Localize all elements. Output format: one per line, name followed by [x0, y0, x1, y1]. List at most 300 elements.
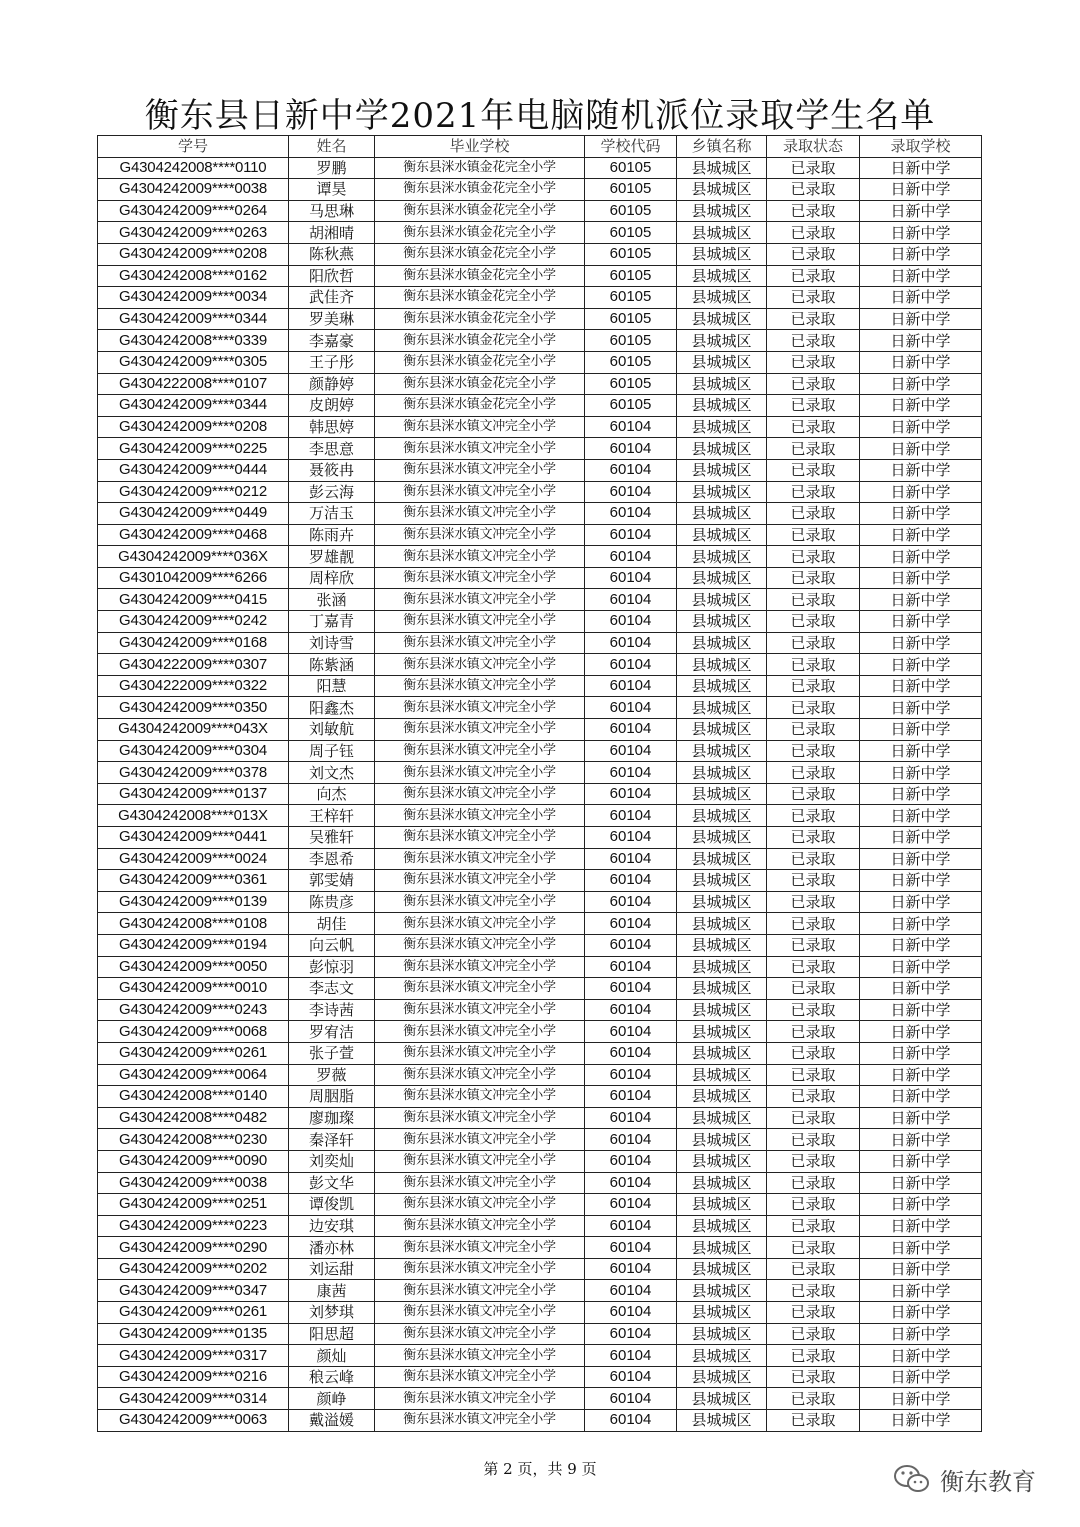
- student-id-cell: G4304242009****0317: [98, 1345, 289, 1367]
- graduating-school-cell: 衡东县洣水镇文冲完全小学: [375, 524, 585, 546]
- student-name-cell: 罗鹏: [289, 157, 375, 179]
- township-cell: 县城城区: [677, 934, 767, 956]
- school-code-cell: 60104: [585, 1215, 677, 1237]
- column-header-name: 姓名: [289, 136, 375, 158]
- student-name-cell: 王子彤: [289, 351, 375, 373]
- student-name-cell: 李嘉豪: [289, 330, 375, 352]
- graduating-school-cell: 衡东县洣水镇金花完全小学: [375, 308, 585, 330]
- township-cell: 县城城区: [677, 1345, 767, 1367]
- admitting-school-cell: 日新中学: [860, 243, 982, 265]
- student-name-cell: 马思琳: [289, 200, 375, 222]
- graduating-school-cell: 衡东县洣水镇文冲完全小学: [375, 1410, 585, 1432]
- table-row: [98, 632, 982, 654]
- admission-status-cell: 已录取: [767, 697, 860, 719]
- student-name-cell: 丁嘉青: [289, 611, 375, 633]
- student-name-cell: 陈雨卉: [289, 524, 375, 546]
- township-cell: 县城城区: [677, 1086, 767, 1108]
- school-code-cell: 60104: [585, 524, 677, 546]
- graduating-school-cell: 衡东县洣水镇文冲完全小学: [375, 934, 585, 956]
- table-row: [98, 157, 982, 179]
- graduating-school-cell: 衡东县洣水镇文冲完全小学: [375, 913, 585, 935]
- school-code-cell: 60104: [585, 1107, 677, 1129]
- admission-status-cell: 已录取: [767, 308, 860, 330]
- admission-status-cell: 已录取: [767, 1258, 860, 1280]
- graduating-school-cell: 衡东县洣水镇文冲完全小学: [375, 632, 585, 654]
- township-cell: 县城城区: [677, 351, 767, 373]
- admitting-school-cell: 日新中学: [860, 438, 982, 460]
- admission-status-cell: 已录取: [767, 891, 860, 913]
- graduating-school-cell: 衡东县洣水镇文冲完全小学: [375, 1258, 585, 1280]
- admission-status-cell: 已录取: [767, 1345, 860, 1367]
- student-id-cell: G4304242009****0223: [98, 1215, 289, 1237]
- school-code-cell: 60104: [585, 1302, 677, 1324]
- student-id-cell: G4304242009****0415: [98, 589, 289, 611]
- student-id-cell: G4304242009****0378: [98, 762, 289, 784]
- table-row: [98, 1280, 982, 1302]
- school-code-cell: 60104: [585, 654, 677, 676]
- school-code-cell: 60104: [585, 1064, 677, 1086]
- school-code-cell: 60105: [585, 287, 677, 309]
- admission-status-cell: 已录取: [767, 1366, 860, 1388]
- admitting-school-cell: 日新中学: [860, 1042, 982, 1064]
- graduating-school-cell: 衡东县洣水镇金花完全小学: [375, 222, 585, 244]
- school-code-cell: 60104: [585, 1042, 677, 1064]
- township-cell: 县城城区: [677, 589, 767, 611]
- admitting-school-cell: 日新中学: [860, 740, 982, 762]
- table-row: [98, 805, 982, 827]
- graduating-school-cell: 衡东县洣水镇文冲完全小学: [375, 1215, 585, 1237]
- admitting-school-cell: 日新中学: [860, 654, 982, 676]
- admission-status-cell: 已录取: [767, 265, 860, 287]
- township-cell: 县城城区: [677, 999, 767, 1021]
- table-row: [98, 848, 982, 870]
- school-code-cell: 60104: [585, 870, 677, 892]
- student-name-cell: 聂筱冉: [289, 459, 375, 481]
- admitting-school-cell: 日新中学: [860, 1064, 982, 1086]
- student-id-cell: G4304242009****0208: [98, 243, 289, 265]
- township-cell: 县城城区: [677, 1064, 767, 1086]
- admission-status-cell: 已录取: [767, 805, 860, 827]
- admission-status-cell: 已录取: [767, 740, 860, 762]
- table-row: [98, 1258, 982, 1280]
- township-cell: 县城城区: [677, 1215, 767, 1237]
- school-code-cell: 60104: [585, 1410, 677, 1432]
- student-name-cell: 罗美琳: [289, 308, 375, 330]
- school-code-cell: 60104: [585, 611, 677, 633]
- student-id-cell: G4301042009****6266: [98, 567, 289, 589]
- admitting-school-cell: 日新中学: [860, 395, 982, 417]
- admission-status-cell: 已录取: [767, 1064, 860, 1086]
- student-name-cell: 罗薇: [289, 1064, 375, 1086]
- table-row: [98, 1064, 982, 1086]
- student-name-cell: 李恩希: [289, 848, 375, 870]
- admitting-school-cell: 日新中学: [860, 265, 982, 287]
- graduating-school-cell: 衡东县洣水镇文冲完全小学: [375, 1086, 585, 1108]
- graduating-school-cell: 衡东县洣水镇文冲完全小学: [375, 783, 585, 805]
- student-id-cell: G4304222008****0107: [98, 373, 289, 395]
- township-cell: 县城城区: [677, 978, 767, 1000]
- school-code-cell: 60104: [585, 1280, 677, 1302]
- graduating-school-cell: 衡东县洣水镇金花完全小学: [375, 330, 585, 352]
- column-header-admitting-school: 录取学校: [860, 136, 982, 158]
- student-id-cell: G4304242009****0305: [98, 351, 289, 373]
- student-name-cell: 李志文: [289, 978, 375, 1000]
- admitting-school-cell: 日新中学: [860, 546, 982, 568]
- admission-table: [97, 135, 982, 1432]
- admitting-school-cell: 日新中学: [860, 351, 982, 373]
- admission-status-cell: 已录取: [767, 1021, 860, 1043]
- student-name-cell: 刘敏航: [289, 719, 375, 741]
- admitting-school-cell: 日新中学: [860, 1237, 982, 1259]
- admitting-school-cell: 日新中学: [860, 848, 982, 870]
- graduating-school-cell: 衡东县洣水镇文冲完全小学: [375, 1366, 585, 1388]
- graduating-school-cell: 衡东县洣水镇文冲完全小学: [375, 1323, 585, 1345]
- student-id-cell: G4304242009****0168: [98, 632, 289, 654]
- graduating-school-cell: 衡东县洣水镇文冲完全小学: [375, 503, 585, 525]
- admission-status-cell: 已录取: [767, 1042, 860, 1064]
- township-cell: 县城城区: [677, 697, 767, 719]
- student-name-cell: 刘运甜: [289, 1258, 375, 1280]
- graduating-school-cell: 衡东县洣水镇文冲完全小学: [375, 956, 585, 978]
- student-id-cell: G4304222009****0322: [98, 675, 289, 697]
- student-id-cell: G4304242009****0251: [98, 1194, 289, 1216]
- student-name-cell: 张涵: [289, 589, 375, 611]
- table-row: [98, 1150, 982, 1172]
- student-id-cell: G4304242009****0135: [98, 1323, 289, 1345]
- school-code-cell: 60104: [585, 762, 677, 784]
- admission-status-cell: 已录取: [767, 546, 860, 568]
- page-counter: 第 2 页，共 9 页: [483, 1460, 597, 1478]
- township-cell: 县城城区: [677, 956, 767, 978]
- student-id-cell: G4304242008****0110: [98, 157, 289, 179]
- school-code-cell: 60104: [585, 1129, 677, 1151]
- school-code-cell: 60104: [585, 1323, 677, 1345]
- admission-status-cell: 已录取: [767, 589, 860, 611]
- admission-status-cell: 已录取: [767, 243, 860, 265]
- admission-status-cell: 已录取: [767, 999, 860, 1021]
- admitting-school-cell: 日新中学: [860, 1388, 982, 1410]
- student-id-cell: G4304242009****0194: [98, 934, 289, 956]
- admission-status-cell: 已录取: [767, 503, 860, 525]
- student-id-cell: G4304242008****0230: [98, 1129, 289, 1151]
- table-row: [98, 179, 982, 201]
- table-row: [98, 783, 982, 805]
- township-cell: 县城城区: [677, 524, 767, 546]
- school-code-cell: 60104: [585, 891, 677, 913]
- table-row: [98, 1215, 982, 1237]
- table-row: [98, 524, 982, 546]
- graduating-school-cell: 衡东县洣水镇文冲完全小学: [375, 1064, 585, 1086]
- table-row: [98, 1042, 982, 1064]
- township-cell: 县城城区: [677, 157, 767, 179]
- school-code-cell: 60104: [585, 827, 677, 849]
- school-code-cell: 60104: [585, 438, 677, 460]
- student-name-cell: 阳慧: [289, 675, 375, 697]
- township-cell: 县城城区: [677, 611, 767, 633]
- admitting-school-cell: 日新中学: [860, 416, 982, 438]
- school-code-cell: 60104: [585, 934, 677, 956]
- admitting-school-cell: 日新中学: [860, 524, 982, 546]
- student-name-cell: 周梓欣: [289, 567, 375, 589]
- school-code-cell: 60104: [585, 459, 677, 481]
- table-row: [98, 351, 982, 373]
- school-code-cell: 60104: [585, 956, 677, 978]
- graduating-school-cell: 衡东县洣水镇文冲完全小学: [375, 848, 585, 870]
- admission-status-cell: 已录取: [767, 783, 860, 805]
- township-cell: 县城城区: [677, 870, 767, 892]
- graduating-school-cell: 衡东县洣水镇文冲完全小学: [375, 740, 585, 762]
- school-code-cell: 60104: [585, 1086, 677, 1108]
- school-code-cell: 60105: [585, 351, 677, 373]
- column-header-school-code: 学校代码: [585, 136, 677, 158]
- student-id-cell: G4304242009****0216: [98, 1366, 289, 1388]
- township-cell: 县城城区: [677, 1366, 767, 1388]
- table-row: [98, 330, 982, 352]
- wechat-icon: [892, 1463, 932, 1495]
- graduating-school-cell: 衡东县洣水镇文冲完全小学: [375, 1345, 585, 1367]
- table-row: [98, 891, 982, 913]
- admission-status-cell: 已录取: [767, 654, 860, 676]
- admitting-school-cell: 日新中学: [860, 870, 982, 892]
- graduating-school-cell: 衡东县洣水镇文冲完全小学: [375, 438, 585, 460]
- student-name-cell: 阳欣哲: [289, 265, 375, 287]
- graduating-school-cell: 衡东县洣水镇文冲完全小学: [375, 827, 585, 849]
- student-name-cell: 周胭脂: [289, 1086, 375, 1108]
- student-id-cell: G4304242009****0263: [98, 222, 289, 244]
- table-row: [98, 1237, 982, 1259]
- student-name-cell: 康茜: [289, 1280, 375, 1302]
- student-id-cell: G4304222009****0307: [98, 654, 289, 676]
- graduating-school-cell: 衡东县洣水镇文冲完全小学: [375, 719, 585, 741]
- admission-status-cell: 已录取: [767, 157, 860, 179]
- township-cell: 县城城区: [677, 1042, 767, 1064]
- admitting-school-cell: 日新中学: [860, 222, 982, 244]
- graduating-school-cell: 衡东县洣水镇金花完全小学: [375, 200, 585, 222]
- table-row: [98, 740, 982, 762]
- township-cell: 县城城区: [677, 1237, 767, 1259]
- admitting-school-cell: 日新中学: [860, 567, 982, 589]
- student-name-cell: 戴溢媛: [289, 1410, 375, 1432]
- township-cell: 县城城区: [677, 481, 767, 503]
- table-row: [98, 1086, 982, 1108]
- township-cell: 县城城区: [677, 654, 767, 676]
- graduating-school-cell: 衡东县洣水镇文冲完全小学: [375, 805, 585, 827]
- admission-status-cell: 已录取: [767, 978, 860, 1000]
- admission-status-cell: 已录取: [767, 373, 860, 395]
- table-row: [98, 1323, 982, 1345]
- student-name-cell: 周子钰: [289, 740, 375, 762]
- column-header-student-id: 学号: [98, 136, 289, 158]
- township-cell: 县城城区: [677, 1323, 767, 1345]
- graduating-school-cell: 衡东县洣水镇文冲完全小学: [375, 1042, 585, 1064]
- township-cell: 县城城区: [677, 1129, 767, 1151]
- graduating-school-cell: 衡东县洣水镇文冲完全小学: [375, 999, 585, 1021]
- graduating-school-cell: 衡东县洣水镇文冲完全小学: [375, 978, 585, 1000]
- student-name-cell: 颜静婷: [289, 373, 375, 395]
- admission-status-cell: 已录取: [767, 1107, 860, 1129]
- admitting-school-cell: 日新中学: [860, 287, 982, 309]
- student-name-cell: 向云帆: [289, 934, 375, 956]
- school-code-cell: 60105: [585, 308, 677, 330]
- student-name-cell: 罗雄靓: [289, 546, 375, 568]
- table-row: [98, 827, 982, 849]
- graduating-school-cell: 衡东县洣水镇文冲完全小学: [375, 611, 585, 633]
- admitting-school-cell: 日新中学: [860, 1129, 982, 1151]
- township-cell: 县城城区: [677, 1172, 767, 1194]
- school-code-cell: 60104: [585, 848, 677, 870]
- student-name-cell: 刘诗雪: [289, 632, 375, 654]
- admission-status-cell: 已录取: [767, 1237, 860, 1259]
- table-row: [98, 999, 982, 1021]
- admission-status-cell: 已录取: [767, 1086, 860, 1108]
- table-row: [98, 697, 982, 719]
- student-id-cell: G4304242009****0344: [98, 395, 289, 417]
- admission-status-cell: 已录取: [767, 934, 860, 956]
- student-name-cell: 陈贵彦: [289, 891, 375, 913]
- admitting-school-cell: 日新中学: [860, 1086, 982, 1108]
- student-id-cell: G4304242009****0261: [98, 1042, 289, 1064]
- graduating-school-cell: 衡东县洣水镇文冲完全小学: [375, 1107, 585, 1129]
- admitting-school-cell: 日新中学: [860, 827, 982, 849]
- township-cell: 县城城区: [677, 719, 767, 741]
- admitting-school-cell: 日新中学: [860, 308, 982, 330]
- admitting-school-cell: 日新中学: [860, 179, 982, 201]
- student-name-cell: 万洁玉: [289, 503, 375, 525]
- student-id-cell: G4304242009****036X: [98, 546, 289, 568]
- township-cell: 县城城区: [677, 438, 767, 460]
- admission-status-cell: 已录取: [767, 1302, 860, 1324]
- student-name-cell: 陈紫涵: [289, 654, 375, 676]
- table-row: [98, 395, 982, 417]
- graduating-school-cell: 衡东县洣水镇文冲完全小学: [375, 1237, 585, 1259]
- admission-status-cell: 已录取: [767, 848, 860, 870]
- admission-status-cell: 已录取: [767, 330, 860, 352]
- table-row: [98, 416, 982, 438]
- student-id-cell: G4304242009****0063: [98, 1410, 289, 1432]
- school-code-cell: 60105: [585, 373, 677, 395]
- township-cell: 县城城区: [677, 222, 767, 244]
- admission-status-cell: 已录取: [767, 1215, 860, 1237]
- student-id-cell: G4304242009****0344: [98, 308, 289, 330]
- admitting-school-cell: 日新中学: [860, 1194, 982, 1216]
- township-cell: 县城城区: [677, 546, 767, 568]
- student-name-cell: 张子萱: [289, 1042, 375, 1064]
- admission-status-cell: 已录取: [767, 567, 860, 589]
- township-cell: 县城城区: [677, 567, 767, 589]
- school-code-cell: 60104: [585, 1021, 677, 1043]
- school-code-cell: 60104: [585, 913, 677, 935]
- graduating-school-cell: 衡东县洣水镇文冲完全小学: [375, 1388, 585, 1410]
- school-code-cell: 60104: [585, 1237, 677, 1259]
- admitting-school-cell: 日新中学: [860, 1172, 982, 1194]
- school-code-cell: 60104: [585, 978, 677, 1000]
- table-row: [98, 870, 982, 892]
- table-row: [98, 589, 982, 611]
- table-row: [98, 287, 982, 309]
- student-id-cell: G4304242008****013X: [98, 805, 289, 827]
- student-name-cell: 刘奕灿: [289, 1150, 375, 1172]
- township-cell: 县城城区: [677, 416, 767, 438]
- school-code-cell: 60105: [585, 200, 677, 222]
- student-name-cell: 颜灿: [289, 1345, 375, 1367]
- graduating-school-cell: 衡东县洣水镇金花完全小学: [375, 373, 585, 395]
- school-code-cell: 60104: [585, 783, 677, 805]
- graduating-school-cell: 衡东县洣水镇金花完全小学: [375, 157, 585, 179]
- school-code-cell: 60104: [585, 481, 677, 503]
- township-cell: 县城城区: [677, 200, 767, 222]
- graduating-school-cell: 衡东县洣水镇文冲完全小学: [375, 416, 585, 438]
- graduating-school-cell: 衡东县洣水镇金花完全小学: [375, 287, 585, 309]
- graduating-school-cell: 衡东县洣水镇文冲完全小学: [375, 567, 585, 589]
- student-name-cell: 谭昊: [289, 179, 375, 201]
- admission-status-cell: 已录取: [767, 524, 860, 546]
- student-id-cell: G4304242009****0444: [98, 459, 289, 481]
- admission-status-cell: 已录取: [767, 1280, 860, 1302]
- graduating-school-cell: 衡东县洣水镇文冲完全小学: [375, 762, 585, 784]
- table-row: [98, 762, 982, 784]
- admission-status-cell: 已录取: [767, 351, 860, 373]
- school-code-cell: 60104: [585, 589, 677, 611]
- admission-status-cell: 已录取: [767, 438, 860, 460]
- student-name-cell: 廖珈璨: [289, 1107, 375, 1129]
- table-row: [98, 719, 982, 741]
- admitting-school-cell: 日新中学: [860, 697, 982, 719]
- student-name-cell: 阳鑫杰: [289, 697, 375, 719]
- township-cell: 县城城区: [677, 740, 767, 762]
- admission-status-cell: 已录取: [767, 870, 860, 892]
- admission-status-cell: 已录取: [767, 956, 860, 978]
- table-row: [98, 459, 982, 481]
- graduating-school-cell: 衡东县洣水镇文冲完全小学: [375, 697, 585, 719]
- table-row: [98, 481, 982, 503]
- column-header-township: 乡镇名称: [677, 136, 767, 158]
- graduating-school-cell: 衡东县洣水镇金花完全小学: [375, 395, 585, 417]
- student-id-cell: G4304242008****0140: [98, 1086, 289, 1108]
- student-name-cell: 胡佳: [289, 913, 375, 935]
- table-row: [98, 1410, 982, 1432]
- township-cell: 县城城区: [677, 827, 767, 849]
- admitting-school-cell: 日新中学: [860, 999, 982, 1021]
- admitting-school-cell: 日新中学: [860, 1302, 982, 1324]
- school-code-cell: 60105: [585, 157, 677, 179]
- school-code-cell: 60104: [585, 1172, 677, 1194]
- township-cell: 县城城区: [677, 1410, 767, 1432]
- school-code-cell: 60104: [585, 546, 677, 568]
- township-cell: 县城城区: [677, 287, 767, 309]
- student-id-cell: G4304242009****0208: [98, 416, 289, 438]
- table-row: [98, 308, 982, 330]
- admission-status-cell: 已录取: [767, 611, 860, 633]
- graduating-school-cell: 衡东县洣水镇文冲完全小学: [375, 654, 585, 676]
- admitting-school-cell: 日新中学: [860, 1107, 982, 1129]
- school-code-cell: 60105: [585, 330, 677, 352]
- admitting-school-cell: 日新中学: [860, 1021, 982, 1043]
- admitting-school-cell: 日新中学: [860, 459, 982, 481]
- table-row: [98, 373, 982, 395]
- table-row: [98, 654, 982, 676]
- admission-status-cell: 已录取: [767, 416, 860, 438]
- table-row: [98, 1021, 982, 1043]
- table-row: [98, 913, 982, 935]
- table-row: [98, 1129, 982, 1151]
- admission-status-cell: 已录取: [767, 179, 860, 201]
- table-row: [98, 1345, 982, 1367]
- table-row: [98, 1302, 982, 1324]
- graduating-school-cell: 衡东县洣水镇文冲完全小学: [375, 459, 585, 481]
- student-name-cell: 罗宥洁: [289, 1021, 375, 1043]
- student-name-cell: 皮朗婷: [289, 395, 375, 417]
- admitting-school-cell: 日新中学: [860, 330, 982, 352]
